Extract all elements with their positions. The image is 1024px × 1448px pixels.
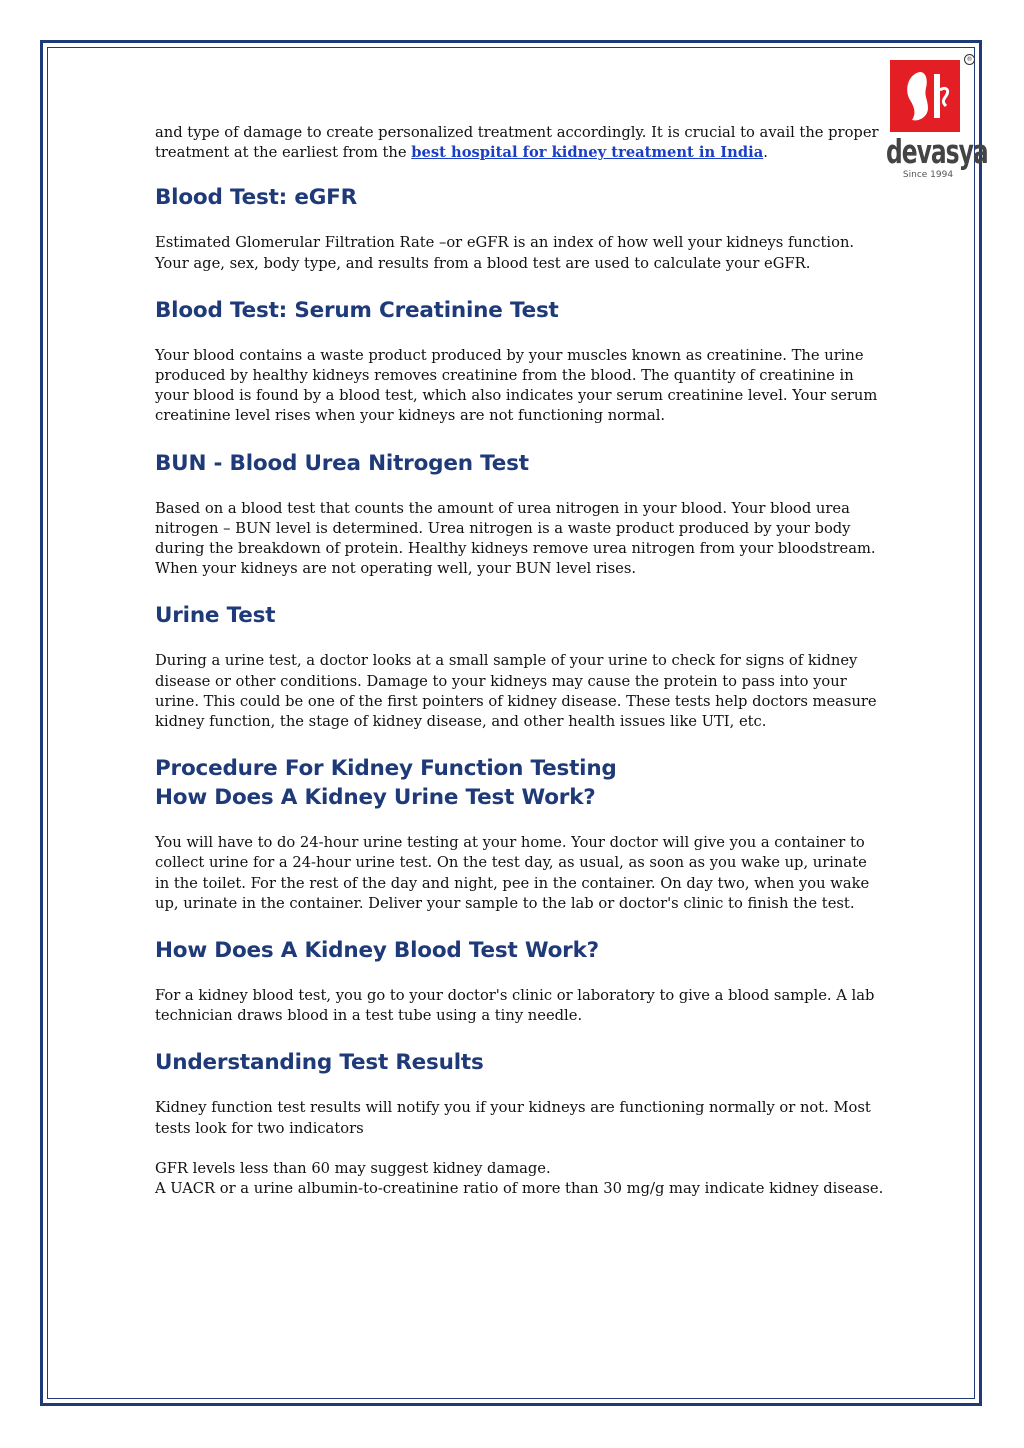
heading-procedure: Procedure For Kidney Function Testing bbox=[155, 756, 617, 782]
heading-blood-test-work: How Does A Kidney Blood Test Work? bbox=[155, 938, 599, 964]
registered-mark: ® bbox=[964, 54, 975, 65]
paragraph-urine-test-work: You will have to do 24-hour urine testing at your home. Your doctor will give you a container to collect urine for a 24-hour urine test. On the test day, as usual, as soon as you wake up, urinate in the toilet. For the rest of the day and night, pee in the container. On day two, when you wake up, urinate in the container. Deliver your sample to the lab or doctor's clinic to finish the test. bbox=[155, 834, 870, 912]
heading-urine-test-work: How Does A Kidney Urine Test Work? bbox=[155, 785, 596, 811]
best-hospital-link[interactable]: best hospital for kidney treatment in India bbox=[411, 144, 764, 162]
kidney-icon bbox=[890, 60, 960, 132]
intro-text: and type of damage to create personalized treatment accordingly. It is crucial to avail the proper treatment at the earliest from the bbox=[155, 124, 879, 162]
logo-since: Since 1994 bbox=[902, 170, 954, 180]
paragraph-results-intro: Kidney function test results will notify you if your kidneys are functioning normally or not. Most tests look for two indicators bbox=[155, 1099, 871, 1137]
logo-wordmark: devasya bbox=[886, 134, 988, 172]
paragraph-urine-test: During a urine test, a doctor looks at a small sample of your urine to check for signs of kidney disease or other conditions. Damage to your kidneys may cause the protein to pass into your urine. This could be one of the first pointers of kidney disease. These tests help doctors measure kidney function, the stage of kidney disease, and other health issues like UTI, etc. bbox=[155, 652, 877, 731]
heading-bun: BUN - Blood Urea Nitrogen Test bbox=[155, 450, 529, 476]
heading-egfr: Blood Test: eGFR bbox=[155, 185, 357, 211]
paragraph-serum-creatinine: Your blood contains a waste product produced by your muscles known as creatinine. The urine produced by healthy kidneys removes creatinine from the blood. The quantity of creatinine in your blood is found by a blood test, which also indicates your serum creatinine level. Your serum creatinine level rises when your kidneys are not functioning normal. bbox=[155, 346, 878, 425]
heading-serum-creatinine: Blood Test: Serum Creatinine Test bbox=[155, 297, 559, 323]
heading-understanding-results: Understanding Test Results bbox=[155, 1050, 484, 1076]
paragraph-egfr: Estimated Glomerular Filtration Rate –or eGFR is an index of how well your kidneys function. Your age, sex, body type, and results from a blood test are used to calculate your eGFR. bbox=[155, 234, 855, 272]
paragraph-gfr-levels: GFR levels less than 60 may suggest kidney damage. bbox=[155, 1159, 551, 1177]
paragraph-bun: Based on a blood test that counts the amount of urea nitrogen in your blood. Your blood urea nitrogen – BUN level is determined. Urea nitrogen is a waste product produced by your body during the breakdown of protein. Healthy kidneys remove urea nitrogen from your bloodstream. When your kidneys are not operating well, your BUN level rises. bbox=[155, 499, 876, 578]
intro-text-end: . bbox=[763, 144, 768, 162]
devasya-logo bbox=[886, 54, 988, 184]
paragraph-blood-test-work: For a kidney blood test, you go to your doctor's clinic or laboratory to give a blood sample. A lab technician draws blood in a test tube using a tiny needle. bbox=[155, 987, 875, 1025]
intro-paragraph bbox=[155, 123, 885, 163]
logo-mark bbox=[890, 60, 960, 132]
document-body bbox=[155, 123, 885, 1199]
heading-urine-test: Urine Test bbox=[155, 603, 276, 629]
paragraph-uacr: A UACR or a urine albumin-to-creatinine ratio of more than 30 mg/g may indicate kidney disease. bbox=[155, 1180, 884, 1198]
